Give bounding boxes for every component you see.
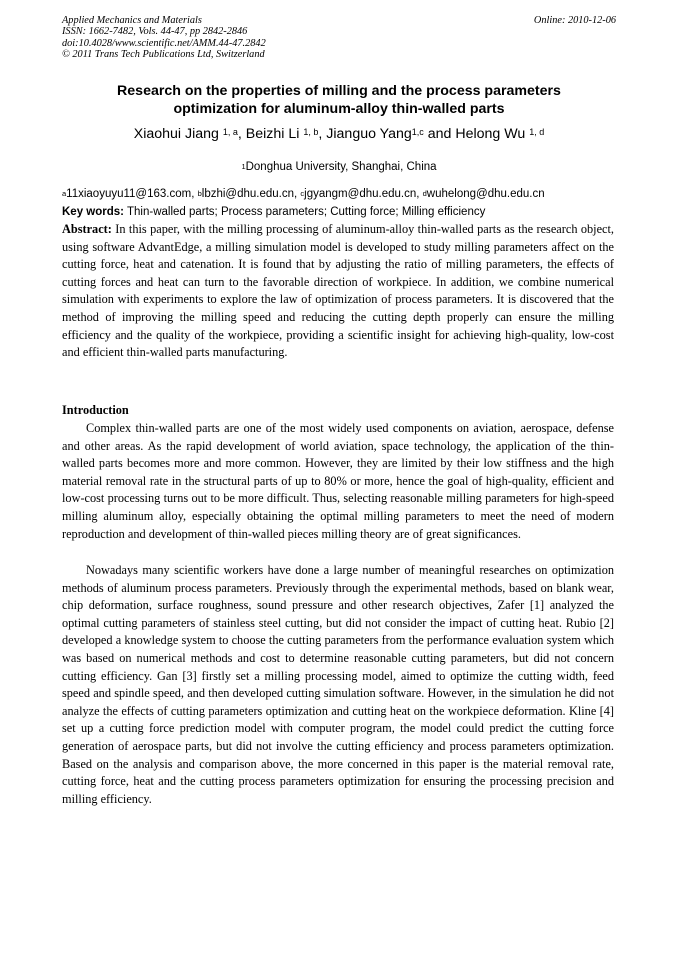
abstract	[62, 221, 614, 362]
author-separator: and	[423, 126, 456, 142]
author-separator: ,	[237, 126, 246, 142]
journal-header	[62, 15, 266, 61]
journal-doi: doi:10.4028/www.scientific.net/AMM.44-47.2842	[62, 37, 266, 49]
section-heading-introduction: Introduction	[62, 403, 129, 417]
email-address[interactable]: 11xiaoyuyu11@163.com	[66, 188, 192, 200]
intro-paragraph-2: Nowadays many scientific workers have done a large number of meaningful researches on optimization methods of aluminum process parameters. Previously through the experimental methods, based on blank wear, chip deformation, surface roughness, sound pressure and other research objectives, Zafer [1] analyzed the optimal cutting parameters of stainless steel cutting, but did not consider the impact of cutting heat. Rubio [2] developed a knowledge system to choose the cutting parameters from the performance evaluation system which was based on numerical methods and cost to determine reasonable cutting parameters, but did not concern cutting efficiency. Gan [3] firstly set a milling processing model, aimed to optimize the cutting width, feed speed and spindle speed, and then developed cutting simulation software. However, in the simulation he did not analyze the effects of cutting parameters optimization and cutting heat on the workpiece deformation. Kline [4] set up a cutting force prediction model with computer program, the model could predict the cutting force generation of aerospace parts, but did not involve the cutting efficiency and process parameters optimization. Based on the analysis and comparison above, the more concerned in this paper is the material removal rate, cutting force, heat and the cutting process parameters optimization for ensuring the processing precision and milling efficiency.	[62, 563, 614, 806]
email-mark: b	[197, 189, 202, 198]
journal-name: Applied Mechanics and Materials	[62, 15, 202, 26]
affiliation	[62, 160, 616, 175]
email-separator: ,	[191, 188, 198, 200]
email-address[interactable]: wuhelong@dhu.edu.cn	[426, 188, 545, 200]
abstract-label: Abstract:	[62, 222, 112, 236]
author-name: Helong Wu	[455, 126, 526, 142]
journal-copyright: © 2011 Trans Tech Publications Ltd, Switzerland	[62, 49, 265, 61]
author-name: Xiaohui Jiang	[133, 126, 219, 142]
email-list	[62, 187, 622, 202]
author-affiliation-mark: 1,c	[411, 127, 424, 137]
author-separator: ,	[318, 126, 327, 142]
paper-title-line-2: optimization for aluminum-alloy thin-walled parts	[173, 101, 505, 117]
online-date: Online: 2010-12-06	[533, 15, 616, 26]
intro-paragraph-1: Complex thin-walled parts are one of the most widely used components on aviation, aerospace, defense and other areas. As the rapid development of world aviation, space technology, the application of the thin-walled parts becomes more and more common. However, they are limited by their low stiffness and the high material removal rate in the structural parts of up to 80% or more, hence the goal of high-quality, efficient and low-cost processing turns out to be more difficult. Thus, selecting reasonable milling parameters for high-speed milling aluminum alloy, especially obtaining the optimal milling parameters to meet the need of modern reproduction and development of thin-walled pieces milling theory are of great significances.	[62, 421, 614, 541]
affiliation-mark: 1	[241, 162, 246, 171]
author-affiliation-mark: 1, b	[303, 127, 319, 137]
author-list	[62, 125, 616, 143]
journal-issn: ISSN: 1662-7482, Vols. 44-47, pp 2842-2846	[62, 26, 248, 38]
email-address[interactable]: jgyangm@dhu.edu.cn	[304, 188, 417, 200]
keywords-label: Key words:	[62, 206, 124, 218]
email-mark: a	[62, 189, 67, 198]
author-name: Beizhi Li	[245, 126, 300, 142]
email-mark: c	[300, 189, 305, 198]
author-affiliation-mark: 1, d	[529, 127, 545, 137]
paper-title-line-1: Research on the properties of milling and the process parameters	[117, 83, 561, 99]
keywords-text: Thin-walled parts; Process parameters; Cutting force; Milling efficiency	[124, 206, 486, 218]
email-mark: d	[422, 189, 427, 198]
affiliation-text: Donghua University, Shanghai, China	[245, 161, 437, 173]
author-name: Jianguo Yang	[326, 126, 412, 142]
email-separator: ,	[416, 188, 423, 200]
abstract-text: In this paper, with the milling processing of aluminum-alloy thin-walled parts as the research object, using software AdvantEdge, a milling simulation model is developed to study milling parameters affect on the cutting force, heat and catenation. It is found that by adjusting the ratio of milling parameters, the effects of cutting forces and heat can turn to the favorable direction of workpiece. In addition, we combine numerical simulation with experiments to explore the law of optimization of process parameters. It is discovered that the method of improving the milling speed and reducing the cutting depth properly can ensure the milling efficiency and the quality of the workpiece, providing a scientific insight for achieving high-quality, low-cost and efficient thin-walled parts manufacturing.	[62, 222, 614, 360]
keywords	[62, 205, 622, 220]
paper-title	[62, 82, 616, 118]
email-separator: ,	[294, 188, 301, 200]
author-affiliation-mark: 1, a	[222, 127, 238, 137]
email-address[interactable]: lbzhi@dhu.edu.cn	[201, 188, 295, 200]
